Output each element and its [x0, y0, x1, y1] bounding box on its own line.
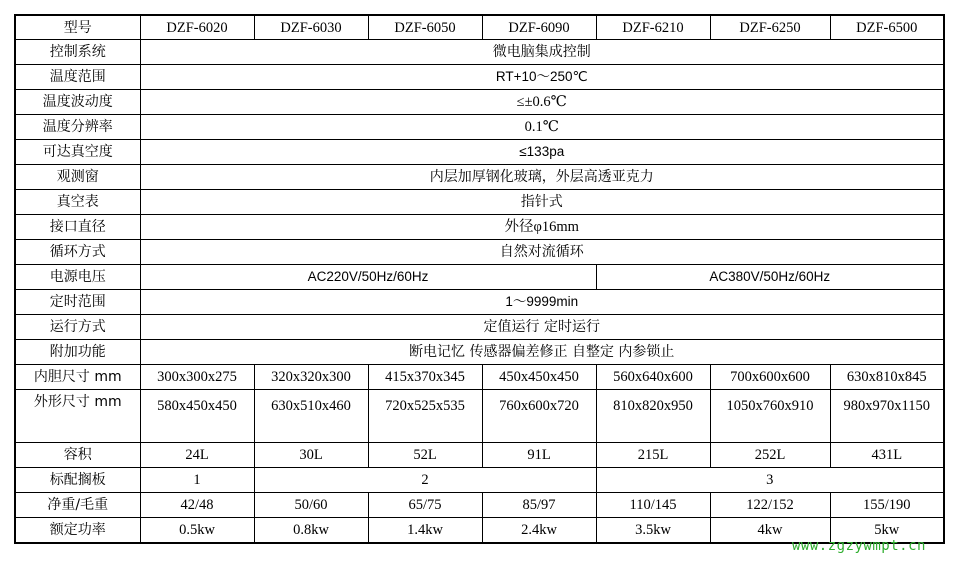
table-row — [15, 115, 944, 140]
row-label: 容积 — [15, 443, 140, 468]
power-cell: 1.4kw — [368, 518, 482, 544]
row-label: 可达真空度 — [15, 140, 140, 165]
outer-size-cell: 760x600x720 — [482, 390, 596, 443]
table-row — [15, 365, 944, 390]
table-row — [15, 340, 944, 365]
inner-size-cell: 300x300x275 — [140, 365, 254, 390]
table-row — [15, 290, 944, 315]
weight-cell: 155/190 — [830, 493, 944, 518]
row-value: 断电记忆 传感器偏差修正 自整定 内参锁止 — [140, 340, 944, 365]
inner-size-cell: 320x320x300 — [254, 365, 368, 390]
power-cell: 3.5kw — [596, 518, 710, 544]
volume-cell: 52L — [368, 443, 482, 468]
inner-size-cell: 415x370x345 — [368, 365, 482, 390]
row-label: 运行方式 — [15, 315, 140, 340]
row-label: 真空表 — [15, 190, 140, 215]
row-label: 额定功率 — [15, 518, 140, 544]
table-row — [15, 90, 944, 115]
row-value: 外径φ16mm — [140, 215, 944, 240]
volume-cell: 215L — [596, 443, 710, 468]
row-value: 0.1℃ — [140, 115, 944, 140]
row-value: AC380V/50Hz/60Hz — [596, 265, 944, 290]
table-row — [15, 265, 944, 290]
model-cell: DZF-6050 — [368, 15, 482, 40]
inner-size-cell: 630x810x845 — [830, 365, 944, 390]
row-value: 自然对流循环 — [140, 240, 944, 265]
model-row — [15, 15, 944, 40]
power-cell: 5kw — [830, 518, 944, 544]
weight-cell: 85/97 — [482, 493, 596, 518]
table-row — [15, 315, 944, 340]
table-row — [15, 190, 944, 215]
shelves-cell: 1 — [140, 468, 254, 493]
outer-size-cell: 630x510x460 — [254, 390, 368, 443]
row-value: 微电脑集成控制 — [140, 40, 944, 65]
inner-size-cell: 450x450x450 — [482, 365, 596, 390]
row-label: 接口直径 — [15, 215, 140, 240]
table-row — [15, 65, 944, 90]
volume-cell: 431L — [830, 443, 944, 468]
row-value: ≤±0.6℃ — [140, 90, 944, 115]
row-label: 附加功能 — [15, 340, 140, 365]
table-row — [15, 140, 944, 165]
row-label: 温度分辨率 — [15, 115, 140, 140]
row-label: 温度波动度 — [15, 90, 140, 115]
row-value: 1～9999min — [140, 290, 944, 315]
volume-cell: 24L — [140, 443, 254, 468]
shelves-cell: 2 — [254, 468, 596, 493]
row-value: ≤133pa — [140, 140, 944, 165]
table-row — [15, 443, 944, 468]
outer-size-cell: 580x450x450 — [140, 390, 254, 443]
inner-size-cell: 700x600x600 — [710, 365, 830, 390]
inner-size-cell: 560x640x600 — [596, 365, 710, 390]
row-value: 内层加厚钢化玻璃，外层高透亚克力 — [140, 165, 944, 190]
outer-size-cell: 810x820x950 — [596, 390, 710, 443]
model-cell: DZF-6250 — [710, 15, 830, 40]
power-cell: 2.4kw — [482, 518, 596, 544]
row-label: 电源电压 — [15, 265, 140, 290]
power-cell: 0.5kw — [140, 518, 254, 544]
row-label: 外形尺寸 mm — [15, 390, 140, 443]
table-row — [15, 165, 944, 190]
volume-cell: 91L — [482, 443, 596, 468]
power-cell: 0.8kw — [254, 518, 368, 544]
power-cell: 4kw — [710, 518, 830, 544]
table-row — [15, 468, 944, 493]
row-value: 定值运行 定时运行 — [140, 315, 944, 340]
weight-cell: 65/75 — [368, 493, 482, 518]
model-cell: DZF-6210 — [596, 15, 710, 40]
shelves-cell: 3 — [596, 468, 944, 493]
weight-cell: 110/145 — [596, 493, 710, 518]
row-value: AC220V/50Hz/60Hz — [140, 265, 596, 290]
row-label: 内胆尺寸 mm — [15, 365, 140, 390]
row-label: 循环方式 — [15, 240, 140, 265]
outer-size-cell: 980x970x1150 — [830, 390, 944, 443]
volume-cell: 252L — [710, 443, 830, 468]
weight-cell: 42/48 — [140, 493, 254, 518]
model-cell: DZF-6020 — [140, 15, 254, 40]
spec-table — [14, 14, 945, 544]
outer-size-cell: 720x525x535 — [368, 390, 482, 443]
site-watermark: www.zgzywmpt.cn — [792, 538, 926, 554]
model-cell: DZF-6030 — [254, 15, 368, 40]
row-value: RT+10～250℃ — [140, 65, 944, 90]
row-label: 观测窗 — [15, 165, 140, 190]
row-label: 控制系统 — [15, 40, 140, 65]
model-cell: DZF-6090 — [482, 15, 596, 40]
weight-cell: 122/152 — [710, 493, 830, 518]
row-label: 标配搁板 — [15, 468, 140, 493]
model-cell: DZF-6500 — [830, 15, 944, 40]
table-row — [15, 240, 944, 265]
table-row — [15, 390, 944, 443]
weight-cell: 50/60 — [254, 493, 368, 518]
header-label: 型号 — [15, 15, 140, 40]
table-row — [15, 215, 944, 240]
row-value: 指针式 — [140, 190, 944, 215]
table-row — [15, 493, 944, 518]
row-label: 净重/毛重 — [15, 493, 140, 518]
outer-size-cell: 1050x760x910 — [710, 390, 830, 443]
row-label: 温度范围 — [15, 65, 140, 90]
volume-cell: 30L — [254, 443, 368, 468]
table-row — [15, 40, 944, 65]
row-label: 定时范围 — [15, 290, 140, 315]
